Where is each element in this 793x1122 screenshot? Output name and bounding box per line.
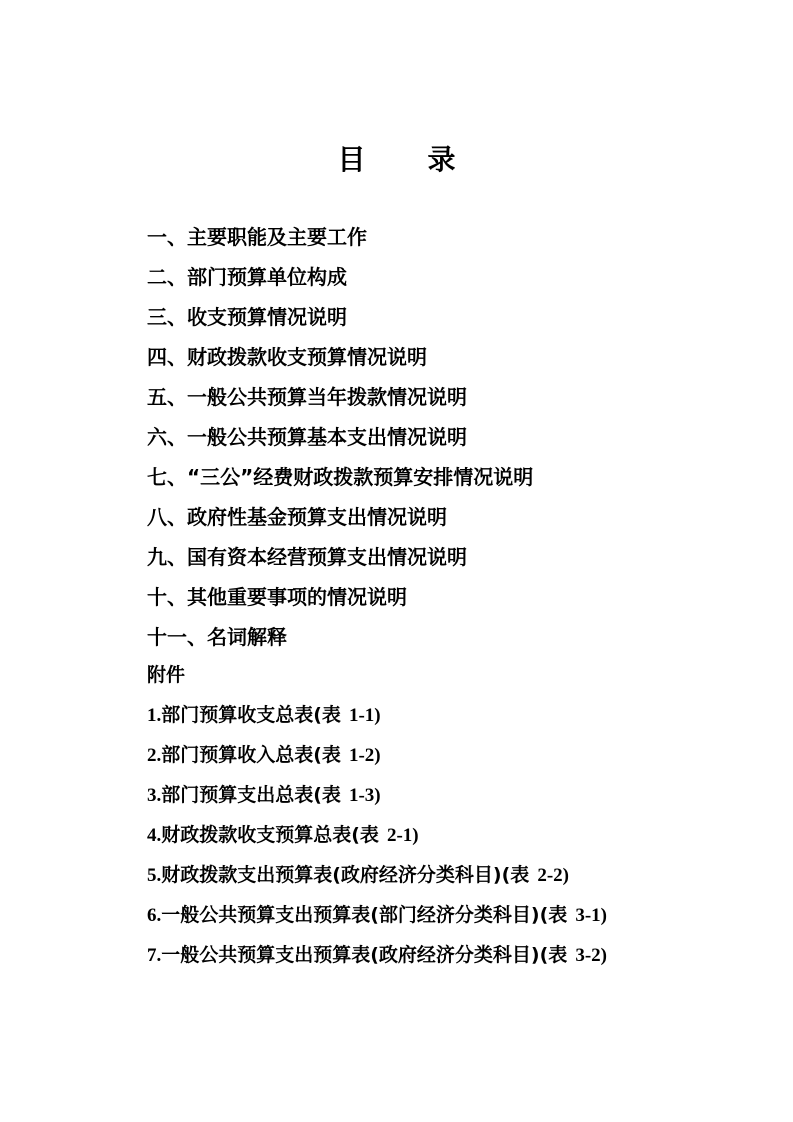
- attachment-item[interactable]: [147, 818, 607, 858]
- attachment-item[interactable]: [147, 858, 607, 898]
- attachment-title: 部门预算支出总表(表: [161, 784, 341, 806]
- attachment-number: 1.: [147, 705, 162, 726]
- attachment-item[interactable]: [147, 938, 607, 978]
- attachment-title: 财政拨款支出预算表(政府经济分类科目)(表: [161, 864, 530, 886]
- toc-item[interactable]: 七、“三公”经费财政拨款预算安排情况说明: [147, 465, 534, 489]
- attachment-code: 1-1): [348, 705, 381, 726]
- attachments-heading: 附件: [147, 664, 186, 686]
- toc-item[interactable]: 一、主要职能及主要工作: [147, 225, 367, 249]
- attachment-code: 1-3): [348, 785, 381, 806]
- toc-item[interactable]: 九、国有资本经营预算支出情况说明: [147, 545, 467, 569]
- toc-item[interactable]: 十一、名词解释: [147, 625, 287, 649]
- attachment-code: 3-2): [575, 945, 607, 966]
- toc-item[interactable]: 十、其他重要事项的情况说明: [147, 585, 407, 609]
- attachment-code: 3-1): [575, 905, 607, 926]
- attachment-number: 5.: [147, 865, 162, 886]
- attachment-code: 2-1): [386, 825, 419, 846]
- toc-item[interactable]: 五、一般公共预算当年拨款情况说明: [147, 385, 467, 409]
- attachment-title: 财政拨款收支预算总表(表: [161, 824, 379, 846]
- toc-item[interactable]: 六、一般公共预算基本支出情况说明: [147, 425, 467, 449]
- table-of-contents: [147, 220, 533, 660]
- attachment-item[interactable]: [147, 738, 607, 778]
- attachment-code: 1-2): [348, 745, 381, 766]
- attachment-number: 3.: [147, 785, 162, 806]
- attachment-title: 部门预算收入总表(表: [161, 744, 341, 766]
- attachments-list: [147, 698, 607, 978]
- attachment-item[interactable]: [147, 898, 607, 938]
- attachment-code: 2-2): [537, 865, 569, 886]
- toc-item[interactable]: 三、收支预算情况说明: [147, 305, 347, 329]
- attachment-number: 4.: [147, 825, 162, 846]
- attachment-title: 部门预算收支总表(表: [161, 704, 341, 726]
- attachment-number: 7.: [147, 945, 162, 966]
- page-title: 目录: [337, 143, 518, 176]
- toc-item[interactable]: 四、财政拨款收支预算情况说明: [147, 345, 427, 369]
- attachment-item[interactable]: [147, 778, 607, 818]
- attachment-title: 一般公共预算支出预算表(部门经济分类科目)(表: [161, 904, 568, 926]
- toc-item[interactable]: 二、部门预算单位构成: [147, 265, 347, 289]
- toc-item[interactable]: 八、政府性基金预算支出情况说明: [147, 505, 447, 529]
- attachment-number: 2.: [147, 745, 162, 766]
- attachment-number: 6.: [147, 905, 162, 926]
- attachment-item[interactable]: [147, 698, 607, 738]
- attachment-title: 一般公共预算支出预算表(政府经济分类科目)(表: [161, 944, 568, 966]
